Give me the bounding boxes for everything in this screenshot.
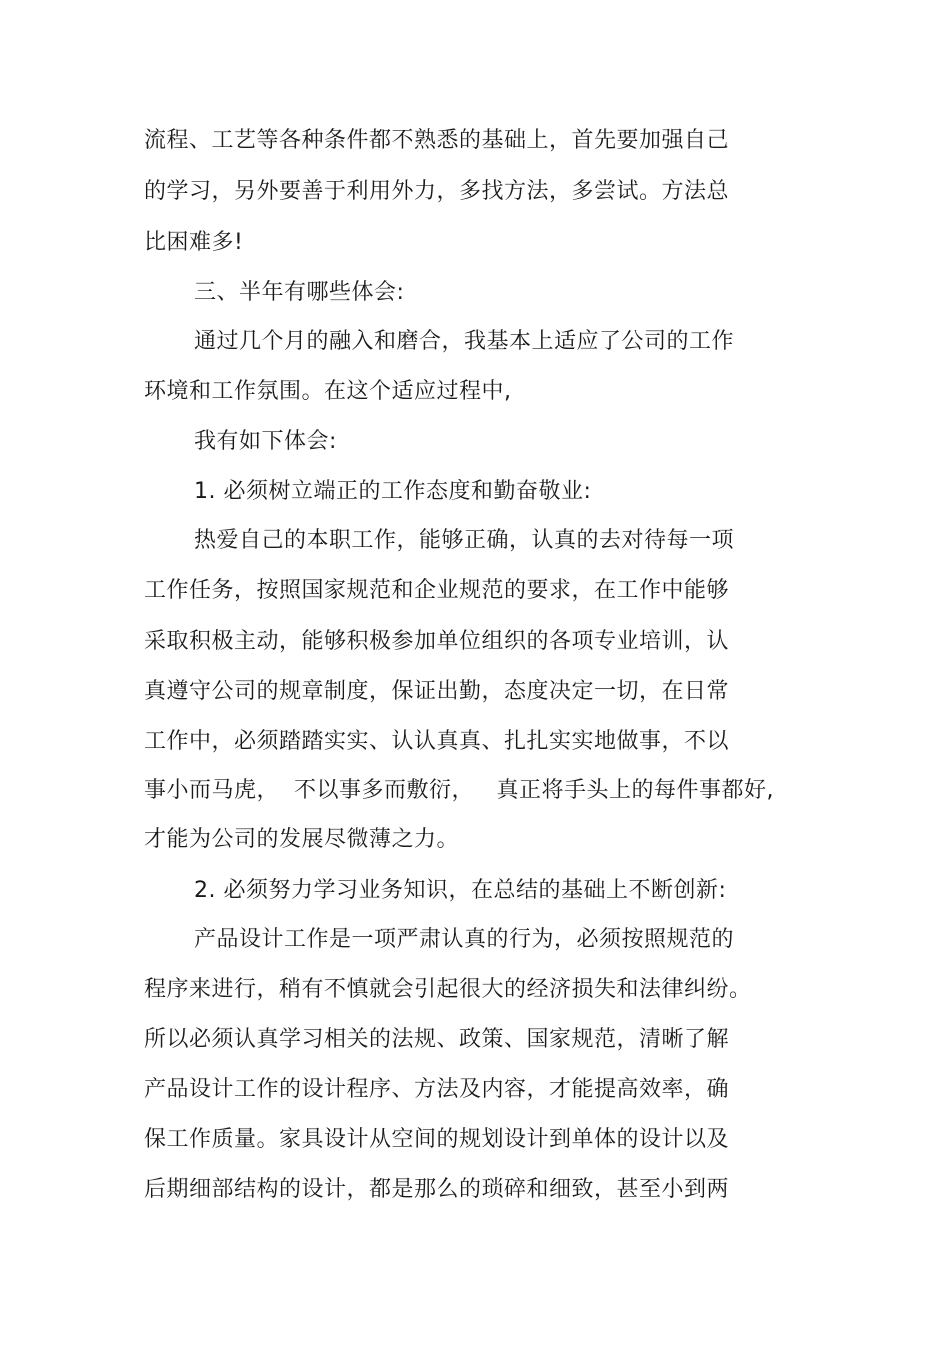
text-line: 环境和工作氛围。在这个适应过程中, bbox=[144, 379, 512, 404]
text-line: 工作中，必须踏踏实实、认认真真、扎扎实实地做事，不以 bbox=[144, 729, 730, 754]
text-line: 热爱自己的本职工作，能够正确，认真的去对待每一项 bbox=[194, 528, 735, 553]
text-line: 比困难多! bbox=[144, 230, 244, 255]
text-line: 我有如下体会: bbox=[194, 429, 337, 454]
text-line: 工作任务，按照国家规范和企业规范的要求，在工作中能够 bbox=[144, 578, 730, 603]
subsection-heading: 2. 必须努力学习业务知识，在总结的基础上不断创新: bbox=[194, 878, 727, 903]
section-heading: 三、半年有哪些体会: bbox=[194, 280, 405, 305]
text-line: 保工作质量。家具设计从空间的规划设计到单体的设计以及 bbox=[144, 1127, 730, 1152]
text-line: 所以必须认真学习相关的法规、政策、国家规范，清晰了解 bbox=[144, 1027, 730, 1052]
text-line: 产品设计工作的设计程序、方法及内容，才能提高效率，确 bbox=[144, 1077, 730, 1102]
text-line: 程序来进行，稍有不慎就会引起很大的经济损失和法律纠纷。 bbox=[144, 977, 752, 1002]
text-line: 真遵守公司的规章制度，保证出勤，态度决定一切，在日常 bbox=[144, 679, 730, 704]
subsection-heading: 1. 必须树立端正的工作态度和勤奋敬业: bbox=[194, 479, 592, 504]
text-line: 才能为公司的发展尽微薄之力。 bbox=[144, 827, 460, 852]
text-line: 的学习，另外要善于利用外力，多找方法，多尝试。方法总 bbox=[144, 179, 730, 204]
text-line: 采取积极主动，能够积极参加单位组织的各项专业培训，认 bbox=[144, 629, 730, 654]
text-line: 后期细部结构的设计，都是那么的琐碎和细致，甚至小到两 bbox=[144, 1177, 730, 1202]
text-line: 通过几个月的融入和磨合，我基本上适应了公司的工作 bbox=[194, 329, 735, 354]
text-line: 流程、工艺等各种条件都不熟悉的基础上，首先要加强自己 bbox=[144, 128, 730, 153]
text-line: 事小而马虎， 不以事多而敷衍， 真正将手头上的每件事都好, bbox=[144, 778, 774, 803]
text-line: 产品设计工作是一项严肃认真的行为，必须按照规范的 bbox=[194, 927, 735, 952]
